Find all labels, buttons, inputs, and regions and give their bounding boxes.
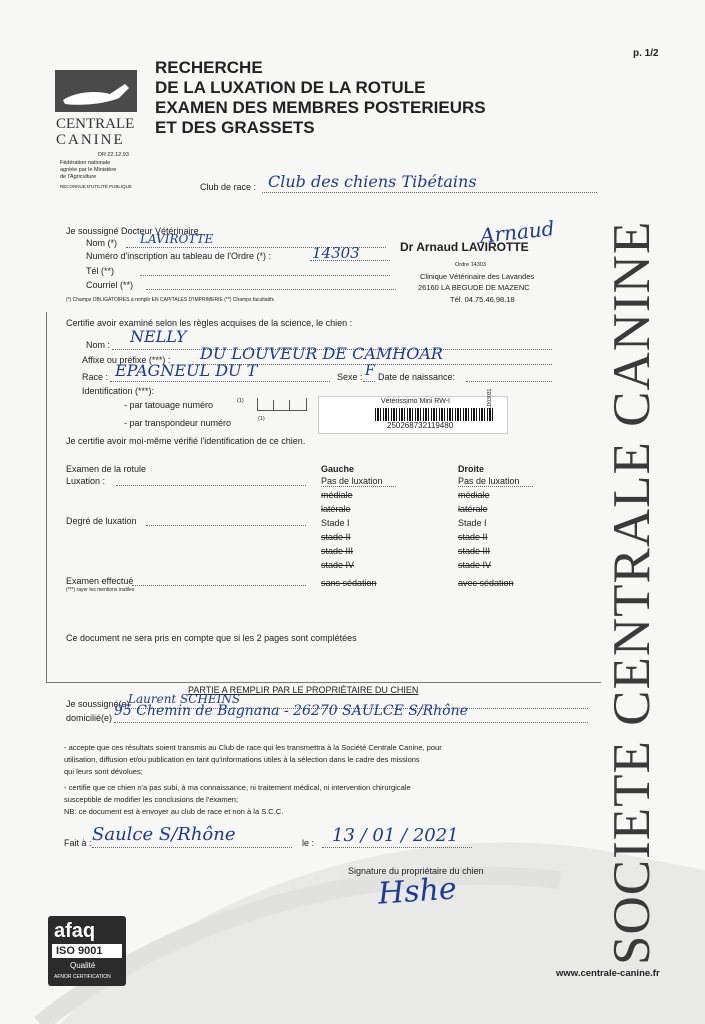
org-name-line1: CENTRALE bbox=[56, 116, 135, 132]
exam-luxation-line bbox=[116, 485, 306, 486]
exam-degre-label: Degré de luxation bbox=[66, 516, 137, 526]
exam-luxation-label: Luxation : bbox=[66, 476, 106, 486]
club-value: Club des chiens Tibétains bbox=[268, 172, 477, 191]
dog-sexe-label: Sexe : bbox=[337, 372, 363, 382]
owner-fait-label: Fait à : bbox=[64, 838, 92, 848]
org-fed3: de l'Agriculture bbox=[60, 174, 97, 180]
barcode-number: 250268732119480 bbox=[387, 421, 454, 430]
dog-race-line bbox=[110, 381, 330, 382]
barcode bbox=[375, 408, 493, 421]
owner-le-label: le : bbox=[302, 838, 315, 848]
exam-effectue-line bbox=[132, 585, 306, 586]
owner-soussigne-value: Laurent SCHEINS bbox=[128, 692, 241, 706]
droite-stade1: Stade I bbox=[458, 518, 487, 528]
droite-mediale: médiale bbox=[458, 490, 490, 500]
org-fed2: agréée par le Ministère bbox=[60, 167, 117, 173]
page-number: p. 1/2 bbox=[633, 48, 659, 59]
dog-nom-value: NELLY bbox=[130, 327, 187, 346]
owner-nb: NB: ce document est à envoyer au club de race et non à la S.C.C. bbox=[64, 807, 284, 816]
gauche-header: Gauche bbox=[321, 464, 355, 474]
barcode-header: Vétérissimo Mini RW-I bbox=[381, 398, 450, 405]
owner-le-line bbox=[322, 847, 472, 848]
droite-header: Droite bbox=[458, 464, 485, 474]
vertical-title: SOCIETE CENTRALE CANINE bbox=[603, 220, 661, 965]
droite-stade4: stade IV bbox=[458, 560, 492, 570]
title-line2: DE LA LUXATION DE LA ROTULE bbox=[155, 78, 426, 97]
owner-accept3: qui leurs sont dévolues; bbox=[64, 767, 143, 776]
dog-tatouage-label: - par tatouage numéro bbox=[124, 400, 214, 410]
gauche-stade1: Stade I bbox=[321, 518, 350, 528]
owner-le-value: 13 / 01 / 2021 bbox=[332, 825, 459, 846]
dog-transpondeur-label: - par transpondeur numéro bbox=[124, 418, 232, 428]
org-name-line2: CANINE bbox=[56, 132, 125, 148]
afaq-logo bbox=[48, 916, 126, 986]
gauche-mediale: médiale bbox=[321, 490, 353, 500]
owner-cert2: susceptible de modifier les conclusions de l'examen; bbox=[64, 795, 239, 804]
droite-stade3: stade III bbox=[458, 546, 491, 556]
owner-accept1: - accepte que ces résultats soient transmis au Club de race qui les transmettra à la Société Centrale Canine, pour bbox=[64, 743, 442, 752]
left-rule bbox=[46, 312, 47, 682]
droite-pas-line bbox=[458, 486, 533, 487]
vet-ordre-value: 14303 bbox=[312, 244, 360, 262]
vet-stamp-name: Dr Arnaud LAVIROTTE bbox=[400, 240, 529, 254]
gauche-pas-line bbox=[321, 486, 396, 487]
vet-stamp-address: 26160 LA BEGUDE DE MAZENC bbox=[418, 283, 530, 292]
gauche-stade4: stade IV bbox=[321, 560, 355, 570]
iso-text: ISO 9001 bbox=[56, 945, 103, 957]
dog-silhouette-icon bbox=[55, 70, 137, 112]
droite-laterale: latérale bbox=[458, 504, 488, 514]
vet-tel-label: Tél (**) bbox=[86, 266, 115, 276]
website: www.centrale-canine.fr bbox=[556, 968, 660, 979]
vet-stamp-clinic: Clinique Vétérinaire des Lavandes bbox=[420, 272, 535, 281]
vet-courriel-line bbox=[146, 289, 396, 290]
exam-degre-line bbox=[146, 525, 306, 526]
gauche-stade2: stade II bbox=[321, 532, 351, 542]
vet-stamp-tel: Tél. 04.75.46.98.18 bbox=[450, 295, 515, 304]
owner-domicile-label: domicilié(e) bbox=[66, 713, 113, 723]
org-fed1: Fédération nationale bbox=[60, 160, 111, 166]
separator-rule bbox=[46, 682, 601, 683]
gauche-sedation: sans sédation bbox=[321, 578, 377, 588]
afnor-text: AFNOR CERTIFICATION bbox=[54, 974, 111, 980]
title-line3: EXAMEN DES MEMBRES POSTERIEURS bbox=[155, 98, 486, 117]
dog-naissance-label: Date de naissance: bbox=[378, 372, 456, 382]
vet-tel-line bbox=[140, 275, 390, 276]
dog-sexe-value: F bbox=[365, 363, 375, 379]
exam-effectue-note: (***) rayer les mentions inutiles bbox=[66, 587, 135, 593]
vet-soussigne: Je soussigné Docteur Vétérinaire bbox=[66, 226, 199, 236]
dog-logo bbox=[55, 70, 137, 112]
barcode-side: LD03031 bbox=[487, 388, 493, 409]
vet-nom-label: Nom (*) bbox=[86, 238, 117, 248]
droite-stade2: stade II bbox=[458, 532, 488, 542]
club-line bbox=[262, 192, 597, 193]
dog-race-value: EPAGNEUL DU T bbox=[115, 361, 258, 380]
tatouage-note: (1) bbox=[237, 398, 244, 404]
exam-rotule-label: Examen de la rotule bbox=[66, 464, 147, 474]
vet-nom-value: LAVIROTTE bbox=[140, 232, 214, 246]
vet-signature: Arnaud bbox=[478, 216, 556, 248]
gauche-laterale: latérale bbox=[321, 504, 351, 514]
dog-naissance-line bbox=[466, 381, 552, 382]
droite-pas: Pas de luxation bbox=[458, 476, 520, 486]
barcode-sticker bbox=[318, 388, 508, 434]
owner-cert1: - certifie que ce chien n'a pas subi, à ma connaissance, ni traitement médical, ni intervention chirurgicale bbox=[64, 783, 411, 792]
dog-affixe-value: DU LOUVEUR DE CAMHOAR bbox=[200, 344, 443, 363]
owner-accept2: utilisation, diffusion et/ou publication en tant qu'informations utiles à la sélection dans le cadre des missions bbox=[64, 755, 420, 764]
owner-soussigne-label: Je soussigné(e) bbox=[66, 699, 130, 709]
vet-stamp-ordre: Ordre 14303 bbox=[455, 262, 486, 268]
vet-ordre-label: Numéro d'inscription au tableau de l'Ordre (*) : bbox=[86, 251, 272, 261]
owner-header: PARTIE A REMPLIR PAR LE PROPRIÉTAIRE DU CHIEN bbox=[188, 685, 419, 695]
exam-effectue-label: Examen effectué bbox=[66, 576, 134, 586]
owner-domicile-value: 95 Chemin de Bagnana - 26270 SAULCE S/Rhône bbox=[114, 703, 468, 719]
dog-affixe-label: Affixe ou préfixe (***) : bbox=[82, 355, 171, 365]
tatouage-boxes bbox=[257, 398, 307, 411]
gauche-stade3: stade III bbox=[321, 546, 354, 556]
gauche-pas: Pas de luxation bbox=[321, 476, 383, 486]
vet-courriel-label: Courriel (**) bbox=[86, 280, 134, 290]
vet-required-note: (*) Champs OBLIGATOIRES à remplir EN CAPITALES D'IMPRIMERIE (**) Champs facultatifs bbox=[66, 297, 274, 303]
owner-domicile-line bbox=[114, 722, 588, 723]
exam-note: Ce document ne sera pris en compte que si les 2 pages sont complétées bbox=[66, 633, 357, 643]
qualite-text: Qualité bbox=[70, 961, 96, 970]
dog-certifie: Certifie avoir examiné selon les règles acquises de la science, le chien : bbox=[66, 318, 353, 328]
title-line1: RECHERCHE bbox=[155, 58, 263, 77]
owner-fait-value: Saulce S/Rhône bbox=[92, 824, 236, 845]
owner-signature-label: Signature du propriétaire du chien bbox=[348, 866, 484, 876]
dog-sexe-line bbox=[363, 381, 375, 382]
org-code: DR 22.12.93 bbox=[98, 152, 129, 158]
droite-sedation: avec sédation bbox=[458, 578, 514, 588]
club-label: Club de race : bbox=[200, 182, 257, 192]
dog-verified: Je certifie avoir moi-même vérifié l'identification de ce chien. bbox=[66, 436, 306, 446]
dog-race-label: Race : bbox=[82, 372, 109, 382]
title-line4: ET DES GRASSETS bbox=[155, 118, 315, 137]
org-utility: RECONNUE D'UTILITÉ PUBLIQUE bbox=[60, 184, 132, 189]
owner-signature: Hshe bbox=[376, 871, 458, 912]
dog-nom-label: Nom : bbox=[86, 340, 111, 350]
owner-fait-line bbox=[92, 847, 292, 848]
transpondeur-note: (1) bbox=[258, 416, 265, 422]
afaq-text: afaq bbox=[54, 920, 96, 942]
dog-identification-label: Identification (***): bbox=[82, 386, 155, 396]
